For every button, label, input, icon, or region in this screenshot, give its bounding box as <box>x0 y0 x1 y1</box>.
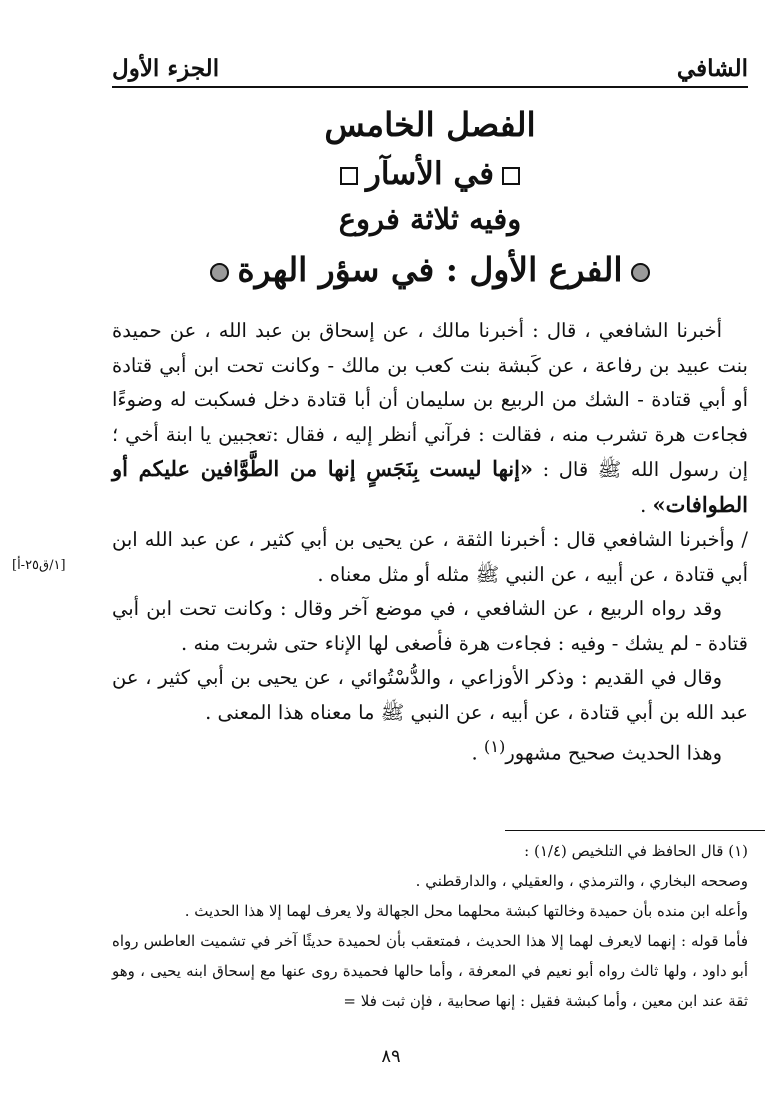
square-ornament-icon <box>340 167 358 185</box>
branch-title-text: الفرع الأول : في سؤر الهرة <box>237 250 623 289</box>
circle-ornament-icon <box>631 263 650 282</box>
paragraph-1-end: . <box>640 493 653 517</box>
hadith-quote: «إنها ليست بِنَجَسٍ إنها من الطَّوَّافين عليكم أو الطوافات» <box>112 456 748 517</box>
paragraph-1-text: أخبرنا الشافعي ، قال : أخبرنا مالك ، عن إسحاق بن عبد الله ، عن حميدة بنت عبيد بن رفاعة ، عن كَبشة بنت كعب بن مالك - وكانت تحت ابن أبي قتادة أو أبي قتادة - الشك من الربيع بن سليمان أن أبا قتادة دخل فسكبت له وضوءًا فجاءت هرة تشرب منه ، فقالت : فرآني أنظر إليه ، فقال :تعجبين يا ابنة أخي ؛ إن رسول الله ﷺ قال : <box>112 319 748 481</box>
paragraph-5 <box>112 730 748 771</box>
footnote-line: وأعله ابن منده بأن حميدة وخالتها كبشة محلهما محل الجهالة ولا يعرف لهما إلا هذا الحديث . <box>184 902 748 920</box>
header-volume: الجزء الأول <box>112 55 220 82</box>
paragraph-1 <box>112 314 748 523</box>
header-book-title: الشافي <box>676 55 748 82</box>
paragraph-5-text: وهذا الحديث صحيح مشهور <box>505 741 722 765</box>
section-title-text: في الأسآر <box>365 156 495 192</box>
footnotes <box>112 836 748 1016</box>
footnote-line: فأما قوله : إنهما لايعرف لهما إلا هذا الحديث ، فمتعقب بأن لحميدة حديثًا آخر في تشميت العاطس رواه أبو داود ، ولها ثالث رواه أبو نعيم في المعرفة ، وأما حالها فحميدة روى عنها مع إسحاق ابنه يحيى ، وهو ثقة عند ابن معين ، وأما كبشة فقيل : إنها صحابية ، فإن ثبت فلا = <box>112 932 748 1010</box>
branch-title <box>112 242 748 298</box>
subsection-title: وفيه ثلاثة فروع <box>338 202 522 236</box>
footnote-line: وصححه البخاري ، والترمذي ، والعقيلي ، والدارقطني . <box>415 872 748 890</box>
square-ornament-icon <box>502 167 520 185</box>
paragraph-2: / وأخبرنا الشافعي قال : أخبرنا الثقة ، عن يحيى بن أبي كثير ، عن عبد الله ابن أبي قتادة ، عن أبيه ، عن النبي ﷺ مثله أو مثل معناه . <box>112 528 748 586</box>
main-text <box>112 314 748 771</box>
paragraph-3: وقد رواه الربيع ، عن الشافعي ، في موضع آخر وقال : وكانت تحت ابن أبي قتادة - لم يشك - وفيه : فجاءت هرة فأصغى لها الإناء حتى شربت منه . <box>112 597 748 655</box>
chapter-title: الفصل الخامس <box>324 105 536 144</box>
footnote-rule <box>505 830 765 831</box>
manuscript-folio-note: [١/ق٢٥-أ] <box>12 558 66 573</box>
circle-ornament-icon <box>210 263 229 282</box>
chapter-titles <box>112 98 748 298</box>
header-rule <box>112 86 748 88</box>
running-header <box>112 38 748 88</box>
section-title <box>112 152 748 196</box>
page-number: ٨٩ <box>381 1046 401 1067</box>
footnote-1-heading: (١) قال الحافظ في التلخيص (١/٤) : <box>524 842 748 860</box>
footnote-ref: (١) <box>483 737 506 756</box>
paragraph-4: وقال في القديم : وذكر الأوزاعي ، والدُّسْتُوائي ، عن يحيى بن أبي كثير ، عن عبد الله بن أبي قتادة ، عن أبيه ، عن النبي ﷺ ما معناه هذا المعنى . <box>112 666 748 724</box>
paragraph-5-end: . <box>471 741 484 765</box>
